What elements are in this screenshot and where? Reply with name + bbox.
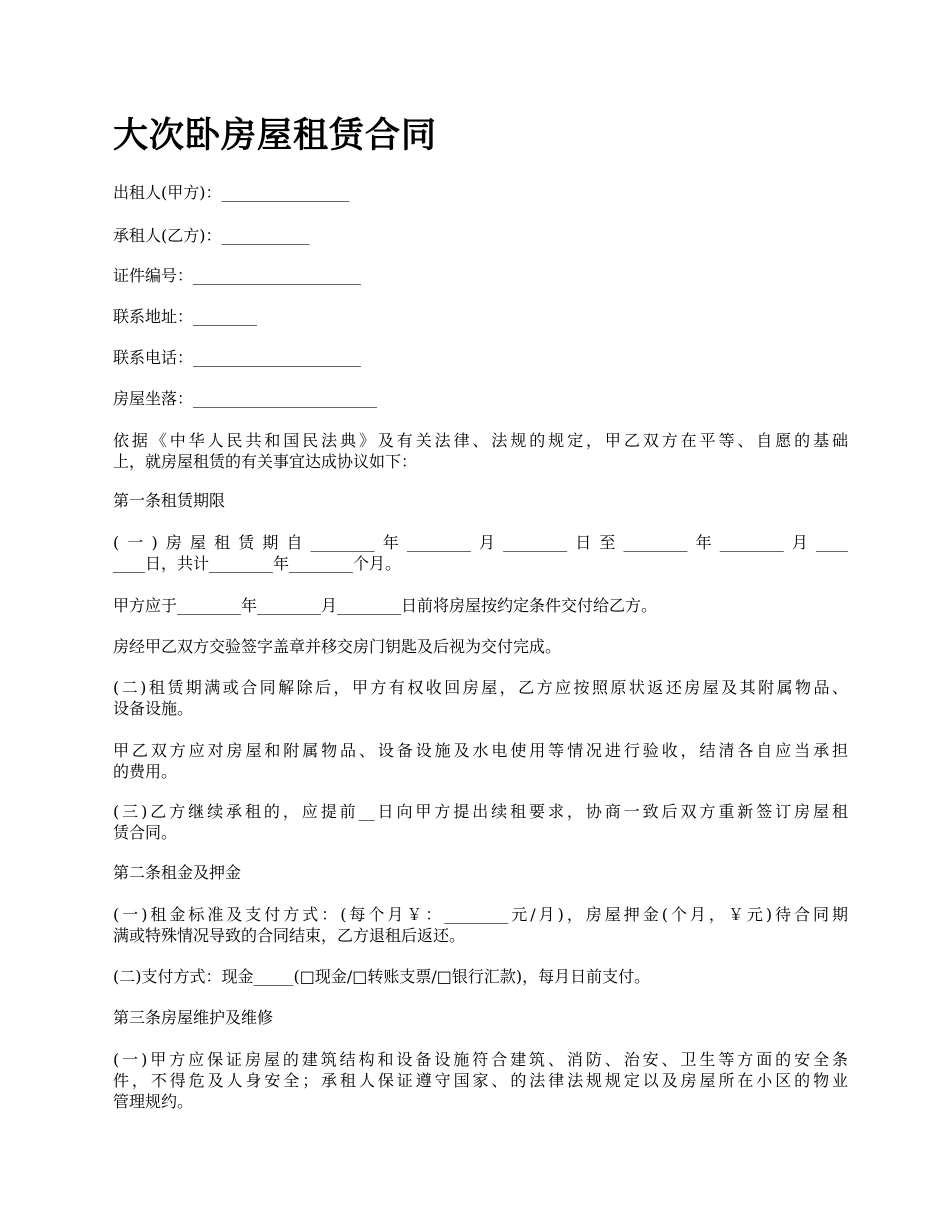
clause-line: 管理规约。	[113, 1092, 194, 1111]
article-2-payment-method: (二)支付方式：现金_____(□现金/□转账支票/□银行汇款)，每月日前支付。	[113, 967, 651, 986]
preamble-line-2: 上，就房屋租赁的有关事宜达成协议如下：	[113, 452, 418, 471]
article-2-clause-1	[113, 904, 848, 946]
clause-line: ____日，共计________年________个月。	[113, 554, 402, 573]
article-2-heading: 第二条租金及押金	[113, 863, 242, 882]
article-1-clause-3	[113, 801, 848, 843]
preamble-paragraph	[113, 430, 848, 472]
clause-line: 赁合同。	[113, 823, 178, 842]
clause-line: 满或特殊情况导致的合同结束，乙方退租后返还。	[113, 926, 466, 945]
property-location-field: 房屋坐落：_______________________	[113, 389, 378, 408]
lessor-field: 出租人(甲方)：________________	[113, 183, 350, 202]
article-1-clause-2	[113, 677, 848, 719]
document-title: 大次卧房屋租赁合同	[113, 116, 438, 156]
clause-line: (一)房屋租赁期自________年________月________日至________年________月____	[113, 533, 848, 552]
clause-line: (二)租赁期满或合同解除后，甲方有权收回房屋，乙方应按照原状返还房屋及其附属物品、	[113, 678, 848, 697]
article-1-delivery-date: 甲方应于________年________月________日前将房屋按约定条件交付给乙方。	[113, 596, 658, 615]
clause-line: 设备设施。	[113, 699, 194, 718]
lessee-field: 承租人(乙方)：___________	[113, 226, 310, 245]
clause-line: (一)租金标准及支付方式：(每个月￥：________元/月)，房屋押金(个月，￥元)待合同期	[113, 905, 848, 924]
clause-line: (三)乙方继续承租的，应提前__日向甲方提出续租要求，协商一致后双方重新签订房屋租	[113, 802, 848, 821]
clause-line: 甲乙双方应对房屋和附属物品、设备设施及水电使用等情况进行验收，结清各自应当承担	[113, 741, 848, 760]
preamble-line-1: 依据《中华人民共和国民法典》及有关法律、法规的规定，甲乙双方在平等、自愿的基础	[113, 431, 848, 450]
clause-line: 的费用。	[113, 762, 178, 781]
article-1-heading: 第一条租赁期限	[113, 491, 226, 510]
id-number-field: 证件编号：_____________________	[113, 266, 362, 285]
article-3-clause-1	[113, 1049, 848, 1112]
article-1-delivery-complete: 房经甲乙双方交验签字盖章并移交房门钥匙及后视为交付完成。	[113, 637, 562, 656]
article-1-inspection	[113, 740, 848, 782]
clause-line: 件，不得危及人身安全；承租人保证遵守国家、的法律法规规定以及房屋所在小区的物业	[113, 1071, 848, 1090]
contact-address-field: 联系地址：________	[113, 307, 258, 326]
article-1-clause-1	[113, 532, 848, 574]
clause-line: (一)甲方应保证房屋的建筑结构和设备设施符合建筑、消防、治安、卫生等方面的安全条	[113, 1050, 848, 1069]
article-3-heading: 第三条房屋维护及维修	[113, 1008, 274, 1027]
contact-phone-field: 联系电话：_____________________	[113, 348, 362, 367]
